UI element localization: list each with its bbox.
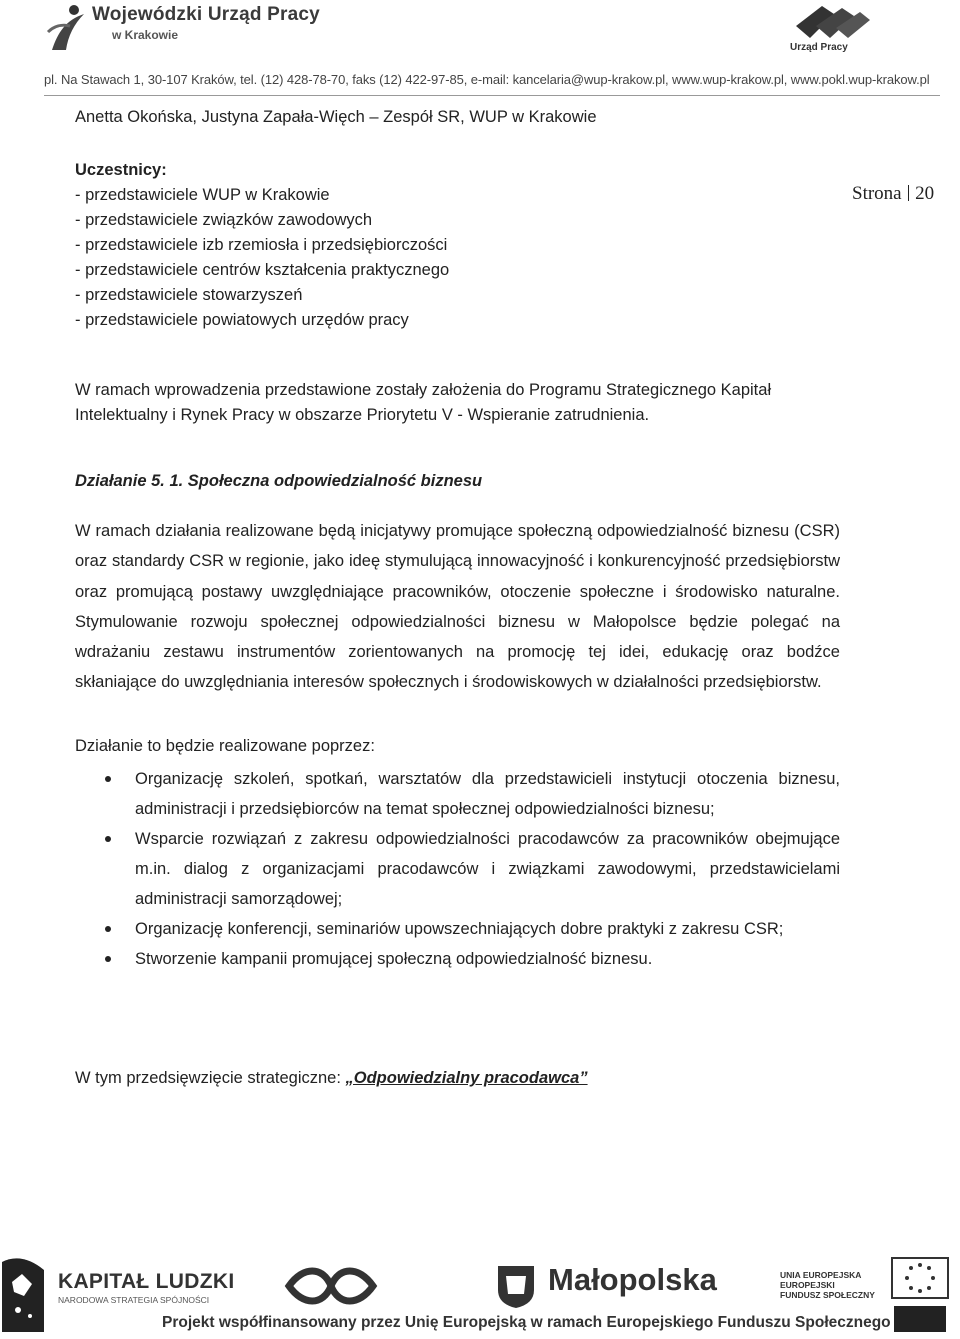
- kapital-ludzki-icon: [2, 1252, 44, 1332]
- page-number: [852, 183, 934, 205]
- participant-item: - przedstawiciele stowarzyszeń: [75, 286, 303, 304]
- eu-fund-logo: UNIA EUROPEJSKA EUROPEJSKI FUNDUSZ SPOŁECZNY: [780, 1270, 875, 1300]
- kl-subtitle: NARODOWA STRATEGIA SPÓJNOŚCI: [58, 1295, 210, 1305]
- bullet-list: [75, 764, 840, 974]
- urzad-pracy-label: Urząd Pracy: [790, 42, 848, 53]
- main-paragraph: W ramach działania realizowane będą inicjatywy promujące społeczną odpowiedzialność biznesu (CSR) oraz standardy CSR w regionie, jako ideę stymulującą innowacyjność i konkurencyjność przedsiębiorstw oraz promującą postawy uwzględniające pracowników, otoczenie społeczne i środowisko naturalne. Stymulowanie rozwoju społecznej odpowiedzialności biznesu w Małopolsce będzie polegać na wdrażaniu zestawu instrumentów zorientowanych na promocję tej idei, edukację oraz bodźce skłaniające do uwzględniania interesów społecznych i środowiskowych w działalności przedsiębiorstw.: [75, 522, 840, 692]
- eu-flag-icon: [888, 1250, 952, 1332]
- contact-address: pl. Na Stawach 1, 30-107 Kraków, tel. (12) 428-78-70, faks (12) 422-97-85, e-mail: kancelaria@wup-krakow.pl, www.wup-krakow.pl, www.pokl.wup-krakow.pl: [44, 72, 930, 87]
- participant-item: - przedstawiciele izb rzemiosła i przedsiębiorczości: [75, 236, 448, 254]
- malopolska-sign-icon: [283, 1262, 379, 1310]
- participant-item: - przedstawiciele związków zawodowych: [75, 211, 373, 229]
- participant-item: - przedstawiciele WUP w Krakowie: [75, 186, 330, 204]
- bullet-icon: [105, 836, 111, 842]
- participants-block: [75, 158, 449, 333]
- kl-title: KAPITAŁ LUDZKI: [58, 1270, 235, 1293]
- list-item: Organizację szkoleń, spotkań, warsztatów dla przedstawicieli instytucji otoczenia biznesu, administracji i przedsiębiorców na temat społecznej odpowiedzialności biznesu;: [75, 764, 840, 824]
- participant-item: - przedstawiciele powiatowych urzędów pracy: [75, 311, 409, 329]
- list-item: Wsparcie rozwiązań z zakresu odpowiedzialności pracodawców za pracowników obejmujące m.in. dialog z organizacjami pracodawców i związkami zawodowymi, przedstawicielami administracji samorządowej;: [75, 824, 840, 914]
- urzad-pracy-logo-icon: [782, 4, 878, 46]
- kapital-ludzki-logo: [58, 1270, 234, 1305]
- page-number-separator: [908, 185, 910, 201]
- authors: Anetta Okońska, Justyna Zapała-Więch – Zespół SR, WUP w Krakowie: [75, 108, 597, 126]
- page-number-label: Strona: [852, 183, 902, 204]
- closing-emphasis: „Odpowiedzialny pracodawca”: [345, 1069, 588, 1087]
- bullet-icon: [105, 776, 111, 782]
- org-city: w Krakowie: [112, 28, 179, 42]
- closing-line: [75, 1066, 588, 1091]
- participants-heading: Uczestnicy:: [75, 161, 167, 179]
- funding-note: Projekt współfinansowany przez Unię Europejską w ramach Europejskiego Funduszu Społecznego: [162, 1314, 891, 1331]
- closing-prefix: W tym przedsięwzięcie strategiczne:: [75, 1069, 346, 1087]
- bullet-icon: [105, 956, 111, 962]
- bullet-icon: [105, 926, 111, 932]
- participant-item: - przedstawiciele centrów kształcenia praktycznego: [75, 261, 450, 279]
- header-divider: [44, 95, 940, 96]
- malopolska-logo-text: Małopolska: [548, 1262, 717, 1297]
- wup-logo-icon: [44, 2, 90, 54]
- section-heading: Działanie 5. 1. Społeczna odpowiedzialność biznesu: [75, 472, 483, 490]
- intro-paragraph: W ramach wprowadzenia przedstawione zostały założenia do Programu Strategicznego Kapitał Intelektualny i Rynek Pracy w obszarze Priorytetu V - Wspieranie zatrudnienia.: [75, 381, 772, 424]
- malopolska-emblem-icon: [496, 1264, 536, 1310]
- page-number-value: 20: [915, 183, 935, 204]
- list-item: Stworzenie kampanii promującej społeczną odpowiedzialność biznesu.: [75, 944, 840, 974]
- lead-sentence: Działanie to będzie realizowane poprzez:: [75, 737, 375, 755]
- list-item: Organizację konferencji, seminariów upowszechniających dobre praktyki z zakresu CSR;: [75, 914, 840, 944]
- org-name: Wojewódzki Urząd Pracy: [92, 4, 320, 25]
